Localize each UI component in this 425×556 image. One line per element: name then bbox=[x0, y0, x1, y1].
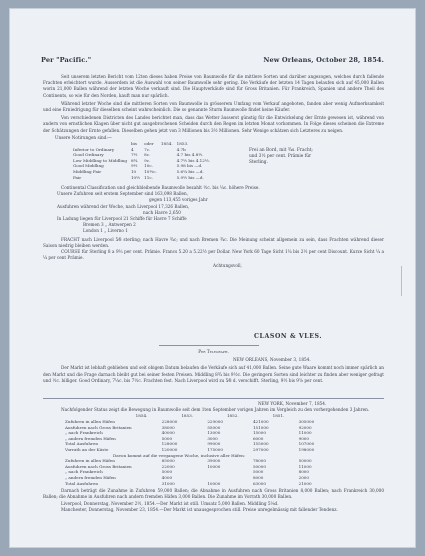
loading-row: Bremen 3 „ Antwerpen 2 bbox=[83, 222, 136, 228]
crop-paragraph: Von verschiedenen Districten des Landes berichtet man, dass das Wetter äusserst günstig für die Entwickelung der Ernte gewesen ist, während von andern von ernstlichen Klagen über nicht gut ausgebrochenen Scheiden durch den Regen im letzten Monat vorkommen. In Folge dieses scheinen die Extreme der Schätzungen der Ernte gefallen. Dieselben gehen jetzt von 3 Millionen bis 3½ Millionen. Sehr Wenige schätzen sich Letzteres zu neigen. bbox=[43, 115, 384, 133]
stats-value: 40000 bbox=[161, 430, 175, 436]
stats-value: 63000 bbox=[252, 480, 266, 486]
quote-value: 4.7 bis 4.8½. bbox=[176, 152, 204, 158]
stats-value: 5000 bbox=[252, 469, 264, 475]
stats-value: 297000 bbox=[252, 446, 269, 452]
stats-subheading: Davon kommt auf die vergangene Woche, inclusive aller Häfen: bbox=[113, 452, 246, 458]
letter-header bbox=[41, 56, 384, 68]
quotes-column-header: 1853. bbox=[176, 141, 189, 147]
stats-value: 22000 bbox=[161, 463, 175, 469]
stats-value: 13000 bbox=[207, 430, 221, 436]
stats-value: 50000 bbox=[298, 458, 312, 464]
quote-grade: Low Middling to Middling bbox=[73, 157, 127, 163]
quotes-column-header: 1854. bbox=[160, 141, 173, 147]
stats-value: 6000 bbox=[252, 435, 264, 441]
stats-value: 9000 bbox=[298, 435, 310, 441]
quote-value: 9c. bbox=[144, 157, 151, 163]
stats-value: 11000 bbox=[298, 463, 312, 469]
quote-value: 9½ bbox=[130, 163, 138, 169]
quote-grade: Fair bbox=[73, 174, 82, 180]
receipts-prior: gegen 113,455 voriges Jahr bbox=[149, 197, 208, 203]
stats-value: 128000 bbox=[161, 441, 178, 447]
signature: CLASON & VLES. bbox=[254, 333, 323, 340]
stats-value: 3000 bbox=[207, 435, 218, 441]
stats-value: 99000 bbox=[207, 441, 221, 447]
stats-value: 39000 bbox=[207, 458, 221, 464]
quote-value: 4.7b bbox=[176, 146, 186, 152]
stats-year: 1853. bbox=[181, 413, 194, 419]
freight-note: FRACHT nach Liverpool 5⁄8 sterling; nach Havre ¾c; und nach Bremen ¾c. Die Meinung scheint allgemein zu sein, dass Frachten während dieser Saison niedrig bleiben werden. bbox=[43, 236, 384, 248]
statistics-section bbox=[43, 401, 384, 513]
quotes-column-header: oder bbox=[144, 141, 154, 147]
liverpool-report: Liverpool, Donnerstag, November 2½, 1854.—Der Markt ist still. Umsatz 5,000 Ballen. Middling 5⅛d. bbox=[61, 500, 279, 506]
telegraph-label: Per Telegraph. bbox=[198, 349, 229, 354]
stats-value: 305000 bbox=[298, 419, 315, 424]
stats-value: 55000 bbox=[207, 424, 221, 430]
stats-year: 1854. bbox=[135, 413, 148, 419]
quotes-block bbox=[71, 141, 384, 185]
telegraph-text: Der Markt ist lebhaft geblieben und seit obigem Datum belaufen die Verkäufe sich auf 41,000 Ballen. Seine gute Waare kommt noch immer spärlich an den Markt und die Frage darnach bleibt gut bei seiner festen Preisen. Middling 8¾ bis 9½c. Die geringern Sorten sind leichter zu finden aber weniger gefragt und ½c. billiger. Good Ordinary, 7¼c. bis 7½c. Frachten fest. Nach Liverpool wird zu 5⁄8 d. verschifft. Sterling, 9½ bis 9⅝ per cent. bbox=[43, 365, 384, 383]
quote-value: 4 bbox=[130, 146, 134, 152]
telegraph-section bbox=[43, 349, 384, 384]
stats-value: 8000 bbox=[252, 474, 264, 480]
stats-value: 85000 bbox=[161, 458, 175, 464]
stats-value: 21000 bbox=[298, 480, 312, 486]
stats-label: Total Ausfuhren bbox=[65, 441, 99, 447]
stats-value: 92000 bbox=[298, 424, 312, 430]
stats-value: 15000 bbox=[252, 430, 266, 436]
quote-grade: Inferior to Ordinary bbox=[73, 146, 115, 152]
stats-value: 107000 bbox=[298, 441, 315, 447]
quote-grade: Good Middling bbox=[73, 163, 104, 169]
quote-grade: Middling Fair bbox=[73, 169, 102, 174]
continental-note: Continental Classification und gleichbleibende Baumwolle bezahlt ½c. bis ¼c. höhere Preise. bbox=[61, 185, 260, 191]
quote-grade: Good Ordinary bbox=[73, 152, 104, 158]
stats-value: 78000 bbox=[252, 458, 266, 464]
quote-value: 10 bbox=[130, 169, 137, 174]
stats-value: 198000 bbox=[298, 446, 315, 452]
stats-label: „ andern fremden Häfen bbox=[65, 474, 116, 480]
stats-value: 10000 bbox=[207, 463, 221, 469]
quote-value: 10c. bbox=[144, 163, 153, 169]
quote-value: 8c. bbox=[144, 152, 151, 158]
intro-paragraph: Seit unserem letzten Bericht vom 12ten dieses haben Preise von Baumwolle für die mittlere Sorten und darüber angezogen, welches durch fallende Frachten erleichtert wurde. Ausserdem ist die Auswahl von seiner Baumwolle sehr gering. Die Verkäufe der letzten 14 Tagen belaufen sich auf 45,000 Ballen worin 21,000 Ballen während der letzten Woche verkauft sind. Die Hauptverkäufe sind für Gross Britanien. Für Frankreich, Spanien und andere Theil des Continents, so wie für den Norden, kauft man nur spärlich. bbox=[43, 74, 384, 98]
stats-note: Darnach beträgt die Zunahme in Zufuhren 59,000 Ballen; die Abnahme in Ausfuhren nach Gross Britanien 8,000 Ballen; nach Frankreich 30,000 Ballen; die Abnahme in Ausfuhren nach andern fremden Häfen 3,000 Ballen. Die Zunahme im Vorrath 30,000 Ballen. bbox=[43, 488, 384, 500]
manchester-report: Manchester, Donnerstag, November 23, 1854.—Der Markt ist unausgesprochen still. Preise unregelmässig mit fallender Tendenz. bbox=[61, 506, 338, 512]
second-paragraph: Während letzter Woche sind die mittleren Sorten von Baumwolle in grösserem Umfang vom Verkauf angeboten, fanden aber wenig Aufmerksamkeit und eine Erniedrigung für dieselben scheint wahrscheinlich. Die so genannte Sturm Baumwolle findet keine Käufer. bbox=[43, 100, 384, 113]
quote-value: 5.9½ bis —d. bbox=[176, 174, 204, 180]
stats-value: 151000 bbox=[252, 424, 269, 430]
quote-value: 8¾ bbox=[130, 157, 138, 163]
stats-value: 5000 bbox=[161, 469, 173, 475]
quotes-note: Frei an Bord, mit ¾s. Fracht; und 3½ per cent. Prämie für Sterling. bbox=[249, 148, 313, 165]
loading-line: In Ladung liegen für Liverpool 21 Schiffe für Havre 7 Schiffe bbox=[57, 216, 187, 222]
quote-value bbox=[159, 175, 175, 181]
stats-value: 175000 bbox=[207, 446, 223, 452]
stats-value: 5000 bbox=[161, 435, 173, 441]
pencil-mark bbox=[396, 266, 402, 296]
stats-value: 155000 bbox=[252, 441, 269, 447]
stats-value: 11000 bbox=[298, 430, 312, 436]
stats-label: Ausfuhren nach Gross Britanien bbox=[65, 463, 132, 469]
stats-value: 229000 bbox=[207, 419, 223, 424]
quote-value: 10½ bbox=[130, 174, 141, 180]
stats-label: „ andern fremden Häfen bbox=[65, 435, 116, 441]
stats-value: 8000 bbox=[298, 469, 310, 475]
quote-value: 5.98 bis —d. bbox=[176, 163, 203, 169]
ny-dateline: NEW YORK, November 7, 1854. bbox=[258, 401, 327, 406]
stats-intro: Nachfolgender Status zeigt die Bewegung in Baumwolle seit dem 1ten September vorigen Jahren im Vergleich zu den vorhergehenden 3 Jahren. bbox=[61, 407, 370, 413]
quote-value: 4.7½ bis 4.12½. bbox=[176, 157, 211, 163]
exchange-note: COURSE für Sterling 8 a 9⅓ per cent. Prämie. Francs 5.20 a 5.22½ per Dollar. New York 60 Tage Sicht 1¼ bis 2½ per cent Discount. Kurze Sicht ¼ a ¼ per cent Prämie. bbox=[43, 249, 384, 261]
stats-value: 38000 bbox=[161, 424, 175, 430]
exports-line: Ausfuhren während der Woche, nach Liverpool 17,326 Ballen, bbox=[57, 203, 190, 209]
receipts-line: Unsere Zufuhren seit erstem September sind 163,098 Ballen, bbox=[57, 191, 189, 197]
quote-value: 10½c. bbox=[144, 169, 157, 174]
dateline: New Orleans, October 28, 1854. bbox=[263, 56, 384, 64]
quote-row bbox=[71, 175, 212, 181]
stats-label: Ausfuhren nach Gross Britanien bbox=[65, 424, 132, 430]
stats-value: 10000 bbox=[207, 480, 221, 486]
stats-value: 228000 bbox=[161, 419, 178, 424]
quotes-grid bbox=[71, 141, 212, 180]
quote-value: 7c. bbox=[144, 146, 151, 152]
stats-year: 1851. bbox=[272, 413, 285, 419]
market-report bbox=[43, 74, 384, 270]
divider bbox=[43, 398, 384, 399]
quotes-column-header: bis bbox=[130, 141, 137, 147]
loading-row: London 1 „ Liverno 1 bbox=[83, 228, 128, 234]
stats-year: 1852. bbox=[226, 413, 239, 419]
telegraph-dateline: NEW ORLEANS, November 3, 1854. bbox=[233, 357, 311, 363]
stats-label: Zufuhren in allen Häfen bbox=[65, 419, 115, 424]
ship-name: Per "Pacific." bbox=[41, 56, 92, 64]
stats-value: 2000 bbox=[298, 474, 310, 480]
stats-value: 4000 bbox=[161, 474, 173, 480]
stats-value: 120000 bbox=[161, 446, 178, 452]
exports-havre: nach Havre 2,650 bbox=[143, 209, 181, 215]
divider bbox=[159, 345, 259, 346]
stats-label: Total Ausfuhren bbox=[65, 480, 99, 486]
quotes-heading: Unsere Notirungen sind:— bbox=[55, 134, 112, 140]
quote-value: 5.6¼ bis —d. bbox=[176, 169, 204, 174]
stats-label: Vorrath an der Küste bbox=[65, 446, 109, 452]
stats-value: 31000 bbox=[161, 480, 175, 486]
stats-label: „ nach Frankreich bbox=[65, 430, 103, 436]
stats-table bbox=[43, 413, 316, 486]
quote-value: 11c. bbox=[144, 174, 153, 180]
letter-sheet bbox=[9, 8, 416, 548]
stats-label: „ nach Frankreich bbox=[65, 469, 103, 475]
stats-value: 50000 bbox=[252, 463, 266, 469]
quotes-table bbox=[71, 141, 384, 180]
stats-label: Zufuhren in allen Häfen bbox=[65, 458, 115, 464]
quote-value: 7½ bbox=[130, 152, 138, 158]
regards: Achtungsvoll, bbox=[213, 263, 242, 269]
stats-value: 421000 bbox=[252, 419, 269, 424]
stats-row bbox=[43, 481, 316, 487]
